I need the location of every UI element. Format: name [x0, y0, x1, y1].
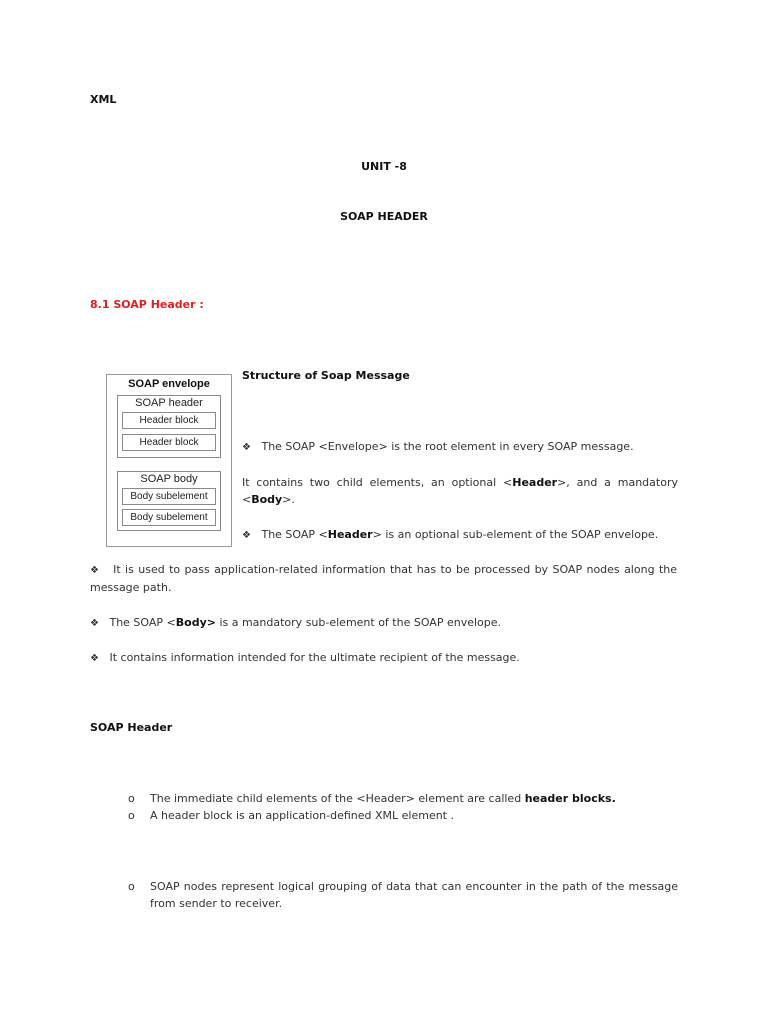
header-blocks-term: header blocks.: [524, 792, 616, 805]
text: is a mandatory sub-element of the SOAP envelope.: [215, 616, 502, 629]
header-block-1: Header block: [122, 412, 216, 429]
chapter-title: SOAP HEADER: [340, 210, 428, 223]
list-item-header-block-def: [128, 807, 678, 824]
soap-header-heading: SOAP Header: [90, 721, 173, 734]
bullet-text: The SOAP <Envelope> is the root element in every SOAP message.: [261, 440, 634, 453]
text: A header block is an application-defined XML element .: [150, 809, 454, 822]
diamond-bullet-icon: ❖: [242, 530, 251, 541]
bullet-recipient: [90, 649, 677, 667]
diamond-bullet-icon: ❖: [90, 653, 99, 664]
unit-title: UNIT -8: [361, 160, 407, 173]
subject-label: XML: [90, 93, 117, 106]
diamond-bullet-icon: ❖: [242, 442, 251, 453]
body-subelement-2: Body subelement: [122, 509, 216, 526]
circle-bullet-icon: o: [128, 880, 135, 893]
soap-header-box: [117, 395, 221, 458]
child-elements-paragraph: [242, 474, 678, 508]
body-term: Body: [251, 493, 283, 506]
bullet-text: It is used to pass application-related information that has to be processed by SOAP nodes along the message path.: [90, 563, 678, 594]
soap-envelope-diagram: [106, 374, 232, 547]
envelope-label: SOAP envelope: [128, 378, 210, 390]
bullet-header: [242, 526, 678, 544]
list-item-soap-nodes: [128, 878, 678, 912]
text: >.: [282, 493, 295, 506]
diamond-bullet-icon: ❖: [90, 618, 99, 629]
text: The immediate child elements of the <Header> element are called: [150, 792, 525, 805]
bullet-usage: [90, 561, 677, 596]
bullet-envelope: [242, 438, 678, 456]
header-block-2: Header block: [122, 434, 216, 451]
circle-bullet-icon: o: [128, 792, 135, 805]
structure-heading: Structure of Soap Message: [242, 369, 410, 382]
header-term: Header: [512, 476, 558, 489]
soap-body-box: [117, 471, 221, 531]
bullet-text: It contains information intended for the ultimate recipient of the message.: [109, 651, 520, 664]
body-subelement-1: Body subelement: [122, 488, 216, 505]
diamond-bullet-icon: ❖: [90, 565, 100, 576]
text: >, and a mandatory <: [242, 476, 678, 506]
list-item-header-blocks: [128, 790, 678, 807]
bullet-body: [90, 614, 677, 632]
text: It contains two child elements, an optional <: [242, 476, 513, 489]
header-label: SOAP header: [135, 397, 203, 409]
body-label: SOAP body: [140, 473, 198, 485]
section-heading: 8.1 SOAP Header :: [90, 298, 204, 311]
text: > is an optional sub-element of the SOAP envelope.: [372, 528, 659, 541]
header-term: Header: [327, 528, 373, 541]
text: SOAP nodes represent logical grouping of data that can encounter in the path of the message from sender to receiver.: [150, 880, 678, 910]
circle-bullet-icon: o: [128, 809, 135, 822]
text: The SOAP <: [261, 528, 328, 541]
body-term: Body>: [175, 616, 216, 629]
text: The SOAP <: [109, 616, 176, 629]
